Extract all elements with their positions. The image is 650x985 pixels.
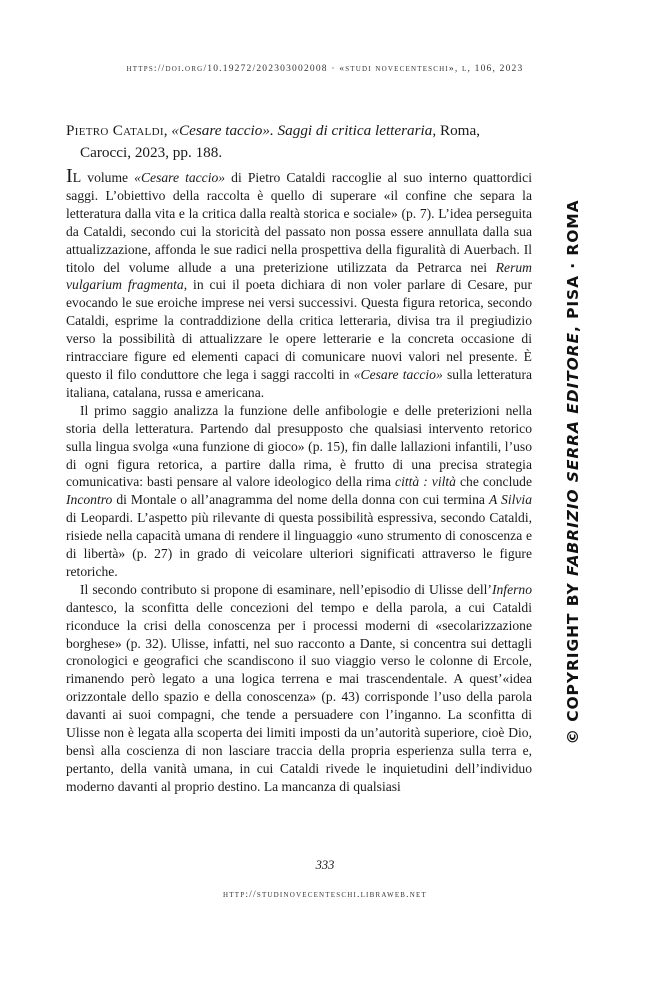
copyright-sidebar — [558, 195, 588, 750]
review-citation: Pietro Cataldi, «Cesare taccio». Saggi di critica letteraria, Roma, Carocci, 2023, pp. 188. — [66, 120, 536, 164]
paragraph-1: Il volume «Cesare taccio» di Pietro Cataldi raccoglie al suo interno quattordici saggi. L’obiettivo della raccolta è quello di superare «il confine che separa la letteratura dalla vita e la critica dalla realtà storica e sociale» (p. 7). L’idea perseguita da Cataldi, secondo cui la storicità del passato non possa essere annullata dalla sua attualizzazione, affonda le sue radici nella prospettiva della figuralità di Auerbach. Il titolo del volume allude a una preterizione utilizzata da Petrarca nei Rerum vulgarium fragmenta, in cui il poeta dichiara di non voler parlare di Cesare, pur evocando le sue eroiche imprese nei versi successivi. Questa figura retorica, secondo Cataldi, esprime la contraddizione della critica letteraria, divisa tra il pregiudizio verso la possibilità di attualizzare le opere letterarie e la concreta occasione di rintracciare figure ed elementi capaci di comunicare nuovi valori nel presente. È questo il filo conduttore che lega i saggi raccolti in «Cesare taccio» sulla letteratura italiana, catalana, russa e americana. — [66, 165, 532, 400]
drop-cap: Il — [66, 165, 82, 187]
page-number: 333 — [315, 858, 335, 872]
review-publisher-place: , Roma, — [432, 122, 481, 139]
paragraph-2: Il primo saggio analizza la funzione delle anfibologie e delle preterizioni nella storia della letteratura. Partendo dal presupposto che qualsiasi intervento retorico sulla lingua svolga «una funzione di gioco» (p. 15), fin dalle lallazioni infantili, l’uso di ogni figura retorica, a partire dalla rima, è frutto di una precisa strategia comunicativa: basti pensare al valore ideologico della rima città : viltà che conclude Incontro di Montale o all’anagramma del nome della donna con cui termina A Silvia di Leopardi. L’aspetto più rilevante di questa possibilità espressiva, secondo Cataldi, risiede nella capacità umana di rendere il linguaggio «uno strumento di conoscenza e di libertà» (p. 27) in grado di veicolare ulteriori significati attraverso le figure retoriche. — [66, 402, 532, 579]
paragraph-3: Il secondo contributo si propone di esaminare, nell’episodio di Ulisse dell’Inferno dantesco, la sconfitta delle concezioni del tempo e della parola, a cui Cataldi riconduce la crisi della conoscenza per i processi moderni di «secolarizzazione borghese» (p. 32). Ulisse, infatti, nel suo racconto a Dante, si concentra sui dettagli cronologici e geografici che scandiscono il suo viaggio verso le colonne di Ercole, rimanendo però legato a una logica terrena e mai trascendentale. A quest’«idea orizzontale dello spazio e della conoscenza» (p. 43) corrisponde l’uso della parola davanti ai suoi compagni, che tende a persuadere con l’inganno. La sconfitta di Ulisse non è legata alla scoperta dei limiti imposti da un’autorità superiore, cioè Dio, bensì alla coscienza di non lasciare traccia della propria esperienza sulla terra e, pertanto, della vanità umana, in cui Cataldi rivede le inquietudini dell’individuo moderno davanti al proprio destino. La mancanza di qualsiasi — [66, 581, 532, 794]
copyright-notice: © COPYRIGHT BY FABRIZIO SERRA EDITORE, PISA · ROMA — [564, 199, 582, 745]
review-book-title: «Cesare taccio». Saggi di critica letteraria — [171, 122, 433, 139]
review-body — [66, 165, 532, 796]
review-publisher-info: Carocci, 2023, pp. 188. — [80, 144, 223, 161]
footer-url: http://studinovecenteschi.libraweb.net — [223, 890, 427, 900]
running-head: https://doi.org/10.19272/202303002008 · «studi novecenteschi», l, 106, 2023 — [126, 64, 524, 74]
review-author: Pietro Cataldi — [66, 122, 164, 139]
